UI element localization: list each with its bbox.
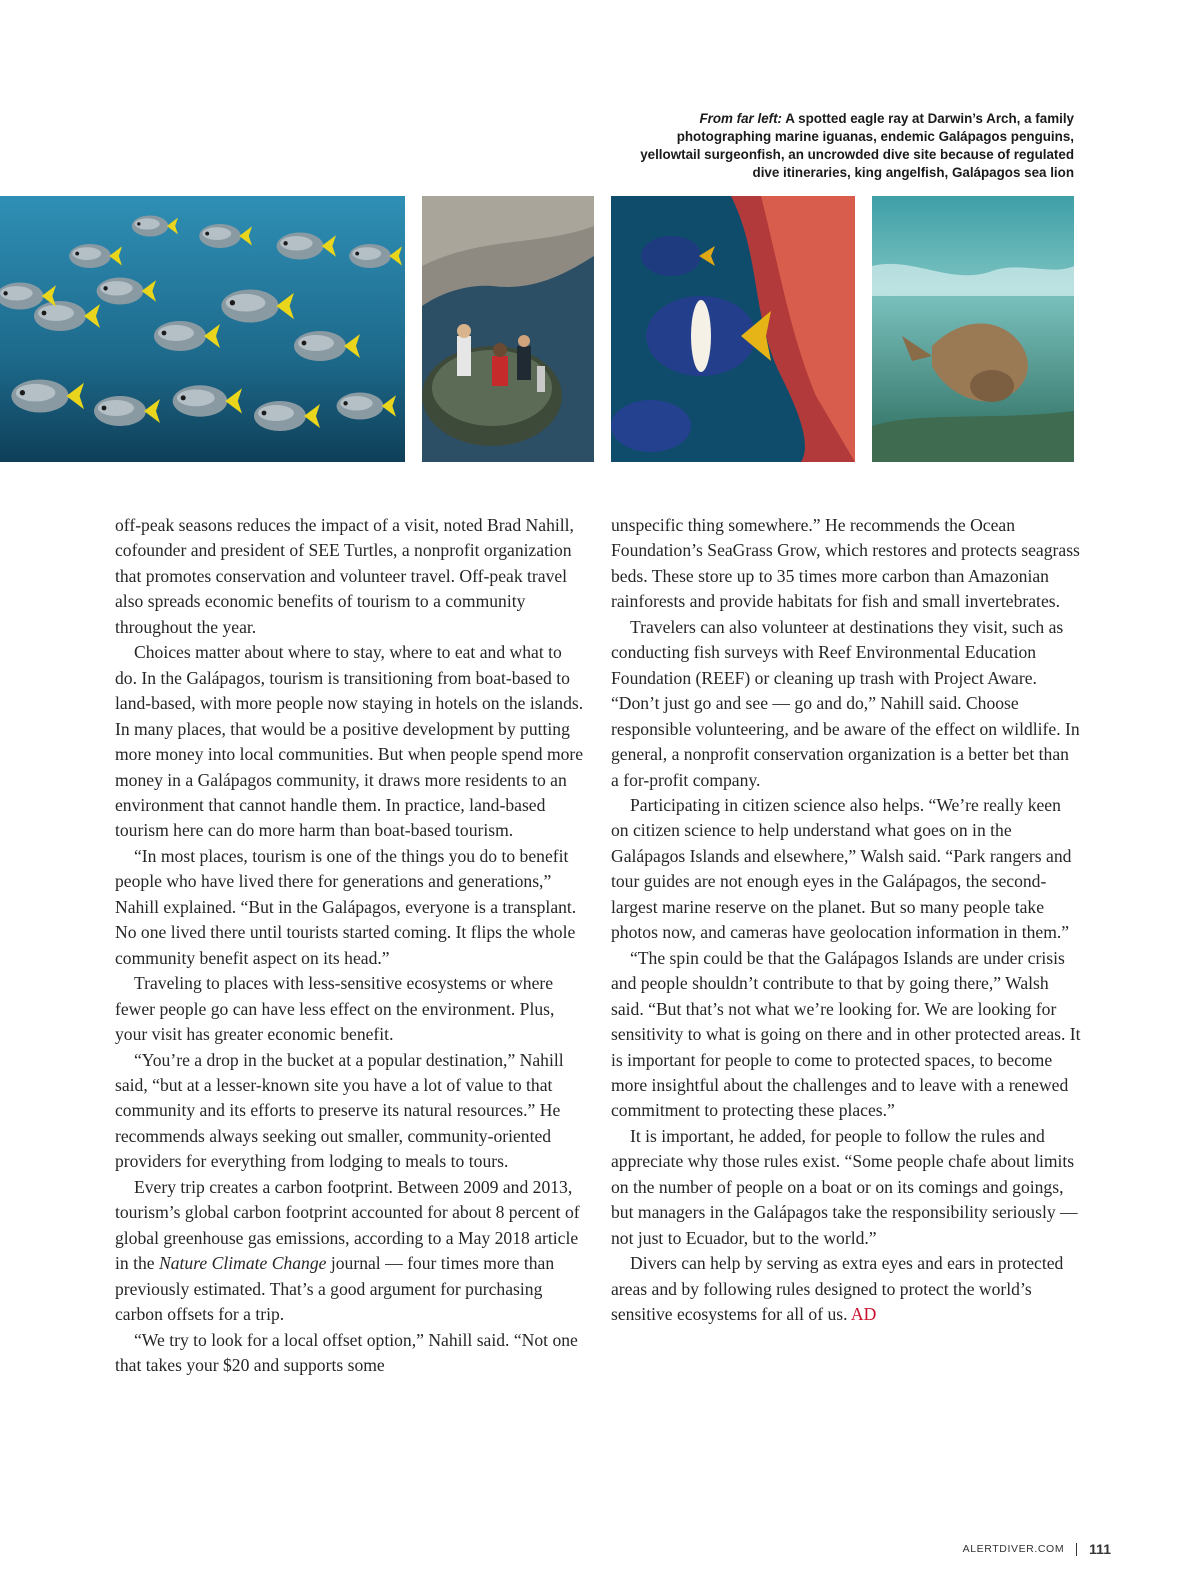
article-column-left	[115, 513, 585, 1378]
site-url: ALERTDIVER.COM	[962, 1543, 1065, 1555]
body-paragraph: unspecific thing somewhere.” He recommends the Ocean Foundation’s SeaGrass Grow, which restores and protects seagrass beds. These store up to 35 times more carbon than Amazonian rainforests and provide habitats for fish and small invertebrates.	[611, 515, 1080, 612]
body-paragraph: Choices matter about where to stay, where to eat and what to do. In the Galápagos, tourism is transitioning from boat-based to land-based, with more people now staying in hotels on the islands. In many places, that would be a positive development by putting more money into local communities. But when people spend more money in a Galápagos community, it draws more residents to an environment that cannot handle them. In practice, land-based tourism here can do more harm than boat-based tourism.	[115, 642, 584, 841]
body-paragraph: off-peak seasons reduces the impact of a visit, noted Brad Nahill, cofounder and president of SEE Turtles, a nonprofit organization that promotes conservation and volunteer travel. Off-peak travel also spreads economic benefits of tourism to a community throughout the year.	[115, 515, 574, 637]
body-paragraph: “You’re a drop in the bucket at a popular destination,” Nahill said, “but at a lesser-known site you have a lot of value to that community and its efforts to preserve its natural resources.” He recommends always seeking out smaller, community-oriented providers for everything from lodging to meals to tours.	[115, 1049, 564, 1172]
sea-lion-photo	[872, 196, 1074, 462]
body-paragraph: Travelers can also volunteer at destinations they visit, such as conducting fish surveys with Reef Environmental Education Foundation (REEF) or cleaning up trash with Project Aware. “Don’t just go and see — go and do,” Nahill said. Choose responsible volunteering, and be aware of the effect on wildlife. In general, a nonprofit conservation organization is a better bet than a for-profit company.	[611, 616, 1080, 790]
body-paragraph	[115, 1175, 585, 1328]
footer-divider	[1076, 1543, 1077, 1556]
caption-text: A spotted eagle ray at Darwin’s Arch, a family photographing marine iguanas, endemic Galápagos penguins, yellowtail surgeonfish, an uncrowded dive site because of regulated dive itineraries, king angelfish, Galápagos sea lion	[640, 111, 1074, 180]
body-paragraph	[611, 1251, 1081, 1327]
caption-lead: From far left:	[699, 111, 783, 126]
body-text: Every trip creates a carbon footprint. Between 2009 and 2013, tourism’s global carbon footprint accounted for about 8 percent of global greenhouse gas emissions, according to a May 2018 article in the	[115, 1176, 580, 1274]
body-paragraph: “The spin could be that the Galápagos Islands are under crisis and people shouldn’t contribute to that by going there,” Walsh said. “But that’s not what we’re looking for. We are looking for sensitivity to what is going on there and in other protected areas. It is important for people to come to protected spaces, to become more insightful about the challenges and to leave with a renewed commitment to protecting these places.”	[611, 947, 1081, 1121]
body-paragraph: It is important, he added, for people to follow the rules and appreciate why those rules exist. “Some people chafe about limits on the number of people on a boat or on its comings and goings, but managers in the Galápagos take the responsibility seriously — not just to Ecuador, but to the world.”	[611, 1125, 1078, 1248]
journal-title: Nature Climate Change	[158, 1253, 327, 1274]
body-paragraph: Participating in citizen science also helps. “We’re really keen on citizen science to help understand what goes on in the Galápagos Islands and elsewhere,” Walsh said. “Park rangers and tour guides are not enough eyes in the Galápagos, the second-largest marine reserve on the planet. But so many people take photos now, and cameras have geolocation information in them.”	[611, 794, 1072, 943]
photo-caption	[634, 110, 1074, 182]
body-paragraph: “We try to look for a local offset option,” Nahill said. “Not one that takes your $20 and supports some	[115, 1329, 578, 1375]
surgeonfish-school-photo	[0, 196, 405, 462]
king-angelfish-photo	[611, 196, 855, 462]
end-mark: AD	[850, 1304, 877, 1325]
page-number: 111	[1089, 1541, 1111, 1557]
body-text: Divers can help by serving as extra eyes and ears in protected areas and by following rules designed to protect the world’s sensitive ecosystems for all of us.	[611, 1253, 1064, 1325]
body-paragraph: Traveling to places with less-sensitive ecosystems or where fewer people go can have less effect on the environment. Plus, your visit has greater economic benefit.	[115, 973, 555, 1045]
body-text: journal — four times more than previously estimated. That’s a good argument for purchasing carbon offsets for a trip.	[115, 1253, 555, 1325]
body-paragraph: “In most places, tourism is one of the things you do to benefit people who have lived there for generations and generations,” Nahill explained. “But in the Galápagos, everyone is a transplant. No one lived there until tourists started coming. It flips the whole community benefit aspect on its head.”	[115, 845, 577, 968]
article-column-right	[611, 513, 1081, 1328]
page-footer	[963, 1541, 1111, 1557]
dive-boat-photo	[422, 196, 594, 462]
